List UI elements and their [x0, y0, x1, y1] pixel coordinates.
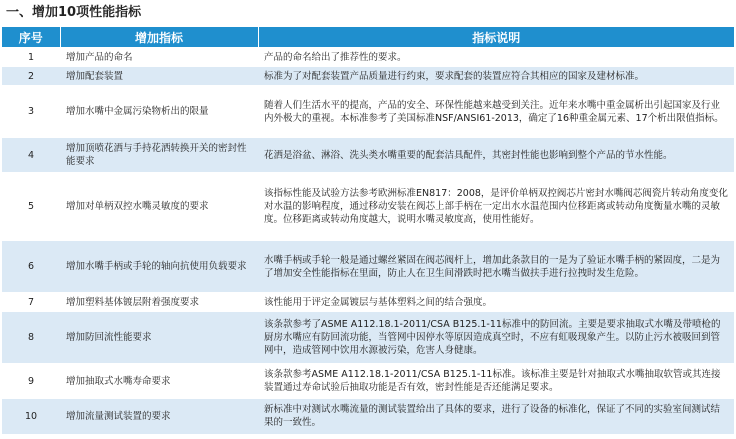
indicator-name: 增加对单柄双控水嘴灵敏度的要求: [60, 173, 258, 241]
table-row: [2, 241, 734, 293]
row-number: 9: [2, 364, 60, 399]
indicator-description: 水嘴手柄或手轮一般是通过螺丝紧固在阀芯阀杆上，增加此条款目的一是为了验证水嘴手柄的紧固度，二是为了增加安全性能指标在里面，防止人在卫生间滑跌时把水嘴当做扶手进行拉拽时发生危险。: [258, 241, 734, 293]
indicator-name: 增加流量测试装置的要求: [60, 399, 258, 434]
row-number: 2: [2, 67, 60, 86]
row-number: 5: [2, 173, 60, 241]
row-number: 8: [2, 312, 60, 364]
indicator-description: 随着人们生活水平的提高，产品的安全、环保性能越来越受到关注。近年来水嘴中重金属析出引起国家及行业内外极大的重视。本标准参考了美国标准NSF/ANSI61-2013，确定了16种重金属元素、17个析出限值指标。: [258, 86, 734, 138]
table-row: [2, 138, 734, 173]
indicator-description: 标准为了对配套装置产品质量进行约束，要求配套的装置应符合其相应的国家及建材标准。: [258, 67, 734, 86]
table-row: [2, 173, 734, 241]
page-title: 一、增加10项性能指标: [6, 5, 142, 20]
indicator-name: 增加抽取式水嘴寿命要求: [60, 364, 258, 399]
indicator-name: 增加产品的命名: [60, 48, 258, 67]
indicator-name: 增加塑料基体镀层附着强度要求: [60, 293, 258, 312]
indicator-name: 增加水嘴中金属污染物析出的限量: [60, 86, 258, 138]
indicator-description: 该条款参考ASME A112.18.1-2011/CSA B125.1-11标准。该标准主要是针对抽取式水嘴抽取软管或其连接装置通过寿命试验后抽取功能是否有效，密封性能是否还能满足要求。: [258, 364, 734, 399]
indicator-name: 增加配套装置: [60, 67, 258, 86]
row-number: 10: [2, 399, 60, 434]
row-number: 3: [2, 86, 60, 138]
row-number: 1: [2, 48, 60, 67]
indicator-description: 该性能用于评定金属镀层与基体塑料之间的结合强度。: [258, 293, 734, 312]
table-row: [2, 312, 734, 364]
table-row: [2, 67, 734, 86]
column-header-number: 序号: [2, 27, 60, 48]
column-header-indicator: 增加指标: [60, 27, 258, 48]
row-number: 4: [2, 138, 60, 173]
table-row: [2, 293, 734, 312]
indicator-name: 增加顶喷花洒与手持花洒转换开关的密封性能要求: [60, 138, 258, 173]
indicator-description: 该指标性能及试验方法参考欧洲标准EN817：2008，是评价单柄双控阀芯片密封水嘴阀芯阀瓷片转动角度变化对水温的影响程度，通过移动安装在阀芯上部手柄在一定出水水温范围内位移距离或转动角度衡量水嘴的灵敏度。位移距离或转动角度越大，说明水嘴灵敏度高，使用性能好。: [258, 173, 734, 241]
performance-indicators-table: [2, 27, 734, 434]
column-header-description: 指标说明: [258, 27, 734, 48]
table-row: [2, 399, 734, 434]
table-row: [2, 86, 734, 138]
row-number: 7: [2, 293, 60, 312]
indicator-description: 该条款参考了ASME A112.18.1-2011/CSA B125.1-11标准中的防回流。主要是要求抽取式水嘴及带喷枪的厨房水嘴应有防回流功能，当管网中因停水等原因造成真空时，不应有虹吸现象产生。以防止污水被吸回到管网中，造成管网中饮用水源被污染，危害人身健康。: [258, 312, 734, 364]
table-row: [2, 364, 734, 399]
table-header-row: [2, 27, 734, 48]
indicator-name: 增加水嘴手柄或手轮的轴向抗使用负载要求: [60, 241, 258, 293]
indicator-description: 花洒是浴盆、淋浴、洗头类水嘴重要的配套洁具配件，其密封性能也影响到整个产品的节水性能。: [258, 138, 734, 173]
indicator-description: 新标准中对测试水嘴流量的测试装置给出了具体的要求，进行了设备的标准化，保证了不同的实验室间测试结果的一致性。: [258, 399, 734, 434]
table-row: [2, 48, 734, 67]
row-number: 6: [2, 241, 60, 293]
indicator-description: 产品的命名给出了推荐性的要求。: [258, 48, 734, 67]
indicator-name: 增加防回流性能要求: [60, 312, 258, 364]
